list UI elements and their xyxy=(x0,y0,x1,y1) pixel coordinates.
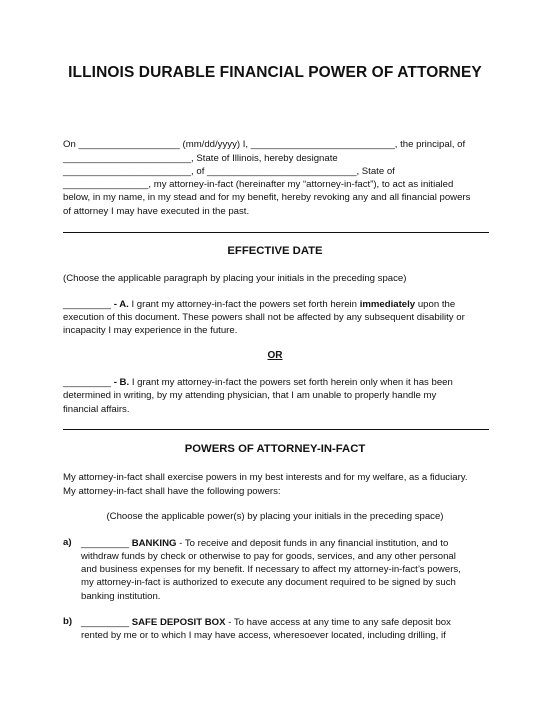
power-a-line-4: my attorney-in-fact is authorized to execute any document required to be signed by such xyxy=(81,577,456,588)
option-b-line-1 xyxy=(63,376,489,389)
option-b-line-2: determined in writing, by my attending physician, that I am unable to properly handle my xyxy=(63,390,437,401)
option-a-line-1 xyxy=(63,298,489,311)
power-a-line-2: withdraw funds by check or otherwise to pay for goods, services, and any other personal xyxy=(81,551,456,562)
power-b-blank: _________ xyxy=(81,617,130,628)
power-a-line-1 xyxy=(81,537,491,550)
intro-line-2: ________________________, State of Illinois, hereby designate xyxy=(63,153,338,164)
power-a-line-5: banking institution. xyxy=(81,591,161,602)
powers-intro-line-2: My attorney-in-fact shall have the following powers: xyxy=(63,486,281,497)
option-a-text: I grant my attorney-in-fact the powers set forth herein xyxy=(128,299,360,310)
effective-date-heading: EFFECTIVE DATE xyxy=(227,245,323,257)
option-b-label: - B. xyxy=(111,377,130,388)
option-a-line-2: execution of this document. These powers shall not be affected by any subsequent disability or xyxy=(63,312,465,323)
option-a-blank: _________ xyxy=(63,299,112,310)
power-b-label: SAFE DEPOSIT BOX xyxy=(131,617,226,628)
powers-heading: POWERS OF ATTORNEY-IN-FACT xyxy=(184,443,366,455)
powers-instruction: (Choose the applicable power(s) by placing your initials in the preceding space) xyxy=(106,511,444,522)
option-a-label: - A. xyxy=(111,299,129,310)
effective-date-instruction: (Choose the applicable paragraph by placing your initials in the preceding space) xyxy=(63,273,407,284)
option-a-line-3: incapacity I may experience in the future. xyxy=(63,325,238,336)
power-a-blank: _________ xyxy=(81,538,130,549)
power-b-marker: b) xyxy=(63,616,73,627)
power-b-line-2: rented by me or to which I may have access, wheresoever located, including drilling, if xyxy=(81,630,446,641)
or-label: OR xyxy=(267,350,283,361)
power-a-label: BANKING xyxy=(131,538,177,549)
document-title: ILLINOIS DURABLE FINANCIAL POWER OF ATTORNEY xyxy=(68,64,482,81)
power-a-text: - To receive and deposit funds in any financial institution, and to xyxy=(176,538,449,549)
section-divider xyxy=(63,232,489,233)
intro-line-3: ________________________, of ____________________________, State of xyxy=(63,166,395,177)
intro-line-6: of attorney I may have executed in the past. xyxy=(63,206,250,217)
section-divider xyxy=(63,429,489,430)
intro-line-1: On ___________________ (mm/dd/yyyy) I, ___________________________, the principal, of xyxy=(63,139,466,150)
intro-line-5: below, in my name, in my stead and for my benefit, hereby revoking any and all financial powers xyxy=(63,192,471,203)
option-a-text-after: upon the xyxy=(415,299,456,310)
option-b-line-3: financial affairs. xyxy=(63,404,130,415)
power-b-line-1 xyxy=(81,616,491,629)
power-a-line-3: and business expenses for my benefit. If necessary to affect my attorney-in-fact’s powers, xyxy=(81,564,461,575)
powers-intro-line-1: My attorney-in-fact shall exercise powers in my best interests and for my welfare, as a fiduciary. xyxy=(63,472,468,483)
power-a-marker: a) xyxy=(63,537,72,548)
option-b-text: I grant my attorney-in-fact the powers set forth herein only when it has been xyxy=(129,377,453,388)
option-b-blank: _________ xyxy=(63,377,112,388)
power-b-text: - To have access at any time to any safe deposit box xyxy=(225,617,451,628)
intro-line-4: ________________, my attorney-in-fact (hereinafter my “attorney-in-fact”), to act as initialed xyxy=(63,179,454,190)
option-a-emphasis: immediately xyxy=(359,299,416,310)
